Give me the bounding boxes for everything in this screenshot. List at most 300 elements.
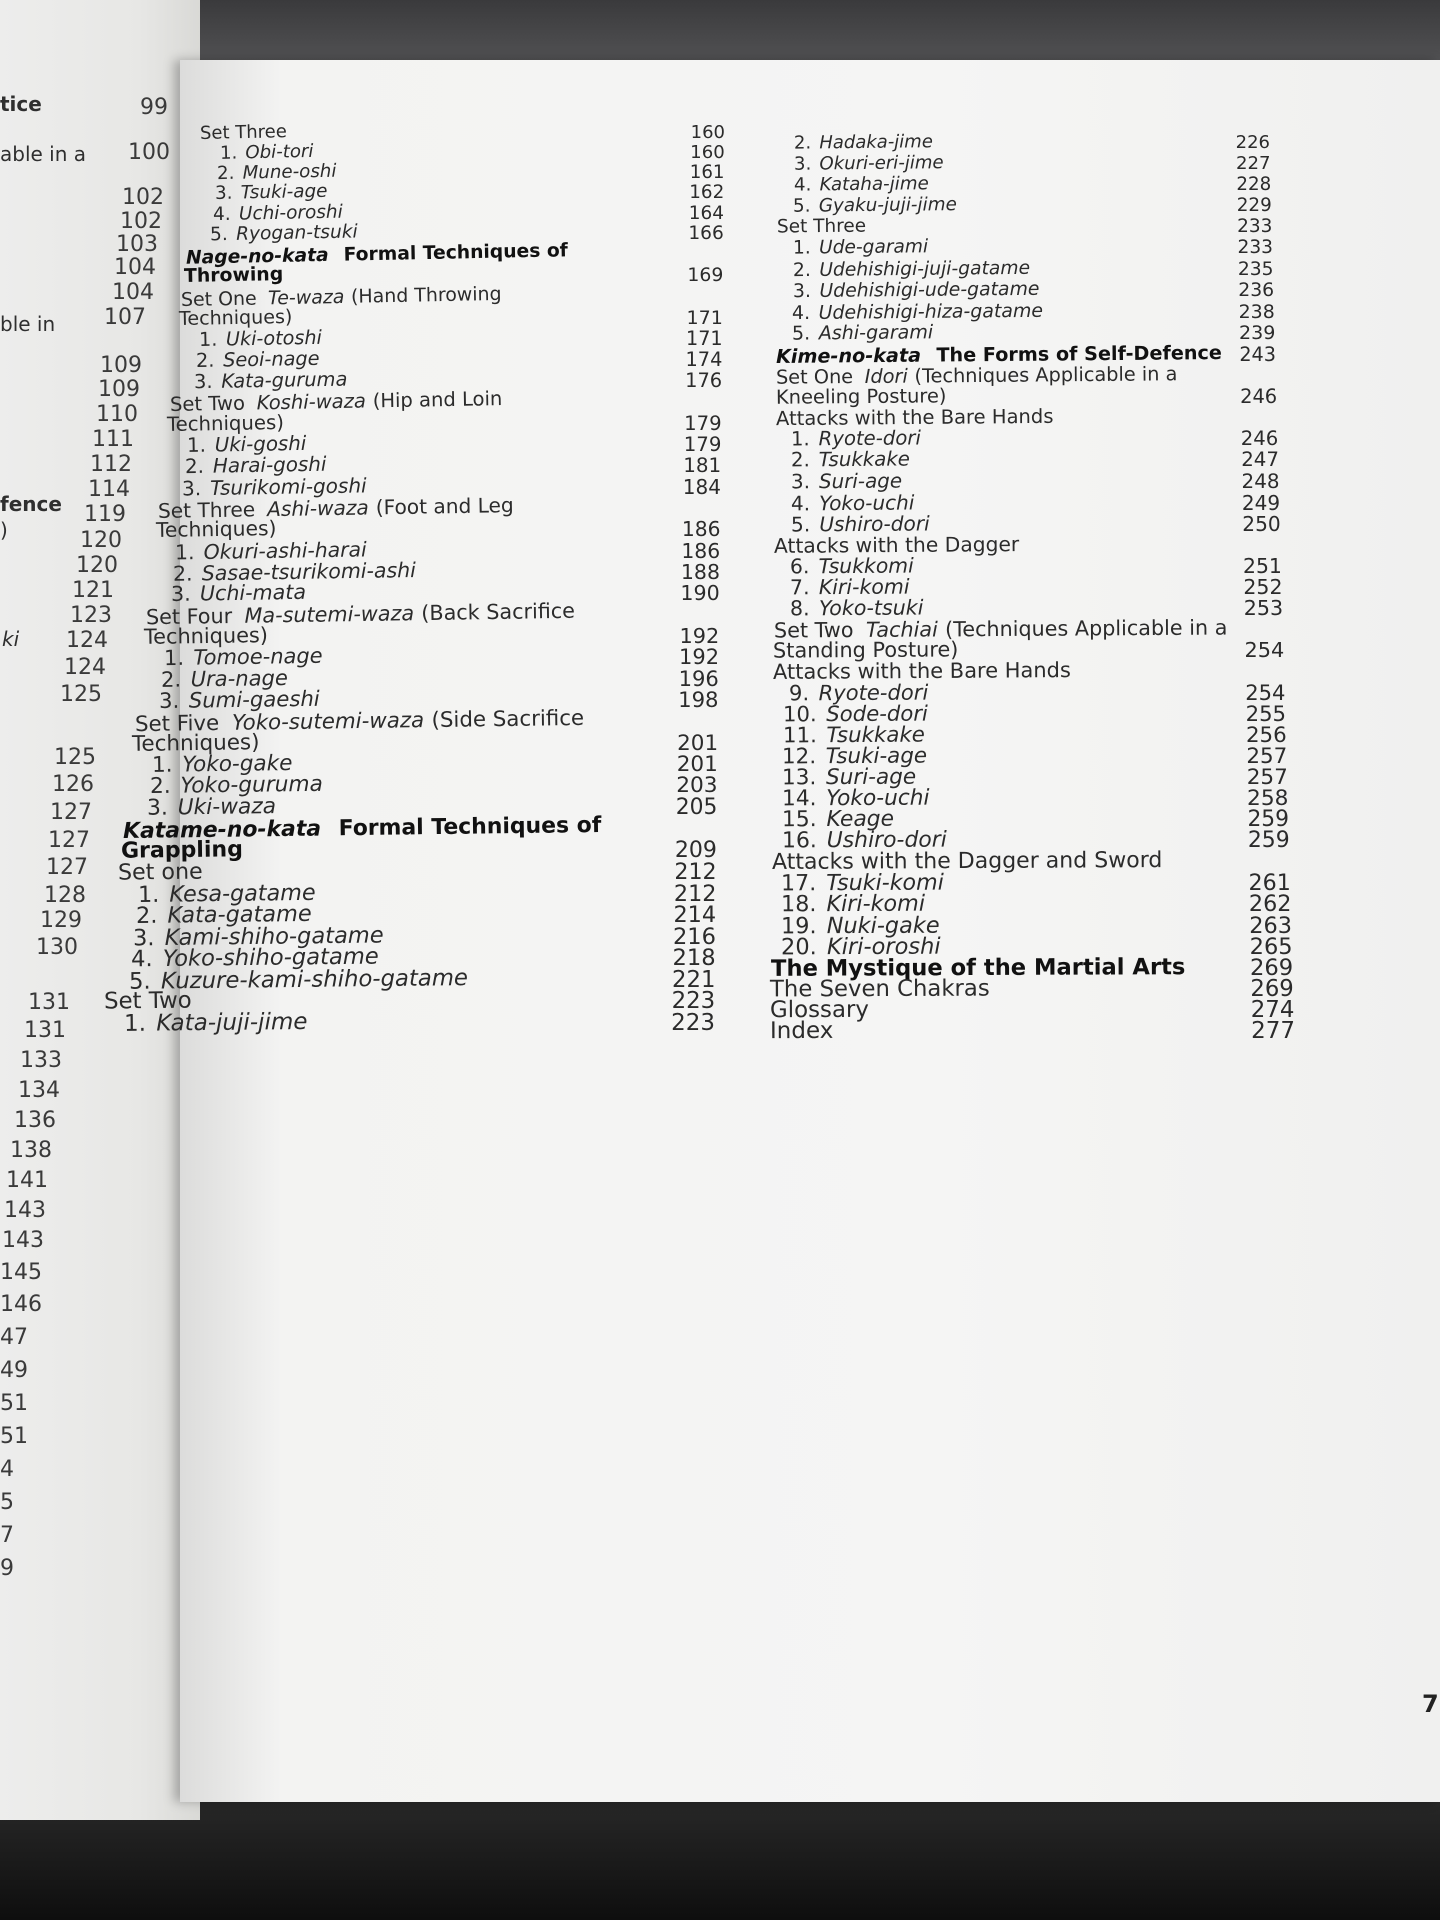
column1-entry [203, 181, 328, 205]
column1-page-ref: 184 [682, 474, 721, 499]
left-page-number: 9 [0, 1556, 14, 1581]
left-page-number: 120 [80, 528, 122, 553]
entry-title: Seoi-nage [223, 347, 321, 372]
left-page-number: 143 [4, 1198, 46, 1223]
section-subtitle: The Forms of Self-Defence [936, 340, 1223, 367]
left-page-number: 49 [0, 1358, 28, 1383]
left-page-number: 51 [0, 1391, 28, 1416]
entry-title: Tsukkake [826, 722, 925, 748]
set-name: Yoko-sutemi-waza [231, 708, 424, 736]
column1-page-ref: 223 [671, 988, 716, 1015]
column2-entry [782, 152, 944, 175]
left-page-number: 126 [52, 772, 94, 797]
entry-title: Nuki-gake [826, 912, 940, 939]
left-page-number: 146 [0, 1292, 42, 1317]
section-title: Kime-no-kata [776, 343, 922, 368]
entry-title: Kuzure-kami-shiho-gatame [160, 964, 468, 995]
set-name: Ma-sutemi-waza [244, 601, 415, 629]
left-page-number: 125 [54, 745, 96, 770]
column1-page-ref: 160 [690, 141, 725, 163]
column1-page-ref: 214 [673, 902, 717, 929]
column2-page-ref: 253 [1243, 596, 1284, 621]
entry-title: Kata-guruma [221, 367, 348, 394]
entry-number: 3. [792, 280, 811, 302]
left-page-number: 112 [90, 452, 132, 477]
left-page-number: 51 [0, 1424, 28, 1449]
column1-page-ref: 179 [683, 432, 722, 456]
set-label: Set Four [146, 604, 233, 630]
entry-title: Uchi-mata [199, 580, 306, 606]
entry-number: 3. [793, 153, 812, 175]
left-page-fragment: tice [0, 92, 42, 116]
set-label: Set Five [134, 711, 220, 738]
entry-number: 3. [182, 476, 202, 501]
column2-entry [780, 300, 1043, 324]
entry-text: Techniques) [167, 410, 285, 436]
column2-page-ref: 254 [1244, 638, 1285, 663]
set-name: Koshi-waza [256, 389, 366, 415]
column1-page-ref: 196 [678, 666, 719, 692]
entry-number: 5. [128, 968, 151, 995]
section-subtitle: The Mystique of the Martial Arts [770, 953, 1185, 982]
column2-page-ref: 259 [1247, 828, 1290, 854]
column1-entry [198, 222, 358, 246]
entry-number: 15. [781, 807, 817, 833]
entry-text: (Techniques Applicable in a [914, 362, 1178, 388]
entry-number: 12. [782, 743, 817, 770]
section-subtitle: Throwing [183, 263, 284, 287]
column2-page-ref: 258 [1247, 785, 1289, 811]
column2-page-ref: 239 [1238, 321, 1276, 344]
column1-entry [112, 1009, 308, 1037]
section-subtitle: Formal Techniques of [343, 240, 569, 266]
entry-number: 2. [196, 349, 215, 373]
entry-number: 19. [780, 912, 817, 939]
entry-title: Kiri-komi [818, 574, 910, 600]
set-label: Set One [775, 365, 854, 389]
left-page-number: 130 [36, 935, 78, 960]
set-label: Set Two [169, 392, 245, 417]
set-name: Tachiai [865, 617, 938, 643]
entry-title: Keage [826, 806, 894, 833]
set-name: Ashi-waza [266, 495, 369, 522]
entry-title: Okuri-eri-jime [819, 152, 944, 175]
left-page-fragment: ki [2, 627, 20, 651]
entry-number: 1. [186, 433, 207, 457]
entry-title: Tsukkomi [818, 553, 915, 579]
left-page-number: 121 [72, 578, 114, 603]
entry-number: 4. [790, 490, 810, 516]
left-page-number: 102 [122, 185, 164, 210]
entry-title: Yoko-uchi [818, 490, 915, 515]
column2-entry [781, 194, 957, 217]
entry-number: 3. [214, 182, 233, 205]
column1-page-ref: 205 [675, 794, 718, 820]
entry-number: 17. [781, 870, 817, 897]
column2-page-ref: 233 [1237, 216, 1273, 238]
entry-text: Standing Posture) [773, 637, 959, 663]
set-name: Idori [864, 364, 908, 389]
entry-number: 3. [790, 469, 811, 493]
column2-page-ref: 277 [1251, 1018, 1295, 1044]
entry-title: Ushiro-dori [826, 827, 947, 854]
entry-title: Yoko-shiho-gatame [162, 943, 379, 973]
entry-text: Kneeling Posture) [775, 384, 947, 409]
column1-page-ref: 201 [676, 752, 718, 778]
entry-number: 2. [217, 162, 235, 184]
left-page-number: 128 [44, 883, 86, 908]
left-page-number: 119 [84, 502, 126, 527]
left-page-number: 100 [128, 140, 170, 165]
entry-title: Tsuki-age [826, 743, 928, 769]
column2-page-ref: 269 [1250, 975, 1294, 1002]
entry-text: Glossary [770, 996, 870, 1024]
entry-number: 2. [149, 774, 171, 800]
entry-number: 1. [137, 881, 160, 908]
left-page-number: 4 [0, 1457, 14, 1482]
left-page-number: 127 [50, 800, 92, 825]
column2-entry [779, 469, 902, 493]
set-label: Set Three [157, 497, 256, 524]
column2-page-ref: 252 [1243, 575, 1283, 599]
column2-page-ref: 246 [1240, 385, 1278, 409]
set-label: Set One [181, 287, 258, 311]
column2-page-ref: 243 [1239, 342, 1276, 366]
entry-title: Kiri-komi [826, 891, 926, 918]
column2-page-ref: 249 [1241, 490, 1281, 515]
entry-title: Sode-dori [826, 701, 928, 727]
left-page-number: 47 [0, 1325, 28, 1350]
section-title: Katame-no-kata [122, 816, 322, 845]
entry-number: 1. [163, 645, 184, 671]
entry-number: 1. [175, 539, 195, 565]
column2-page-ref: 250 [1242, 511, 1281, 536]
column2-page-ref: 257 [1246, 764, 1288, 790]
column2-page-ref: 269 [1250, 954, 1294, 981]
column1-page-ref: 162 [689, 182, 725, 204]
column2-page-ref: 261 [1248, 870, 1291, 897]
column2-page-ref: 226 [1235, 132, 1270, 153]
column1-page-ref: 160 [690, 122, 725, 143]
column1-page-ref: 221 [672, 966, 716, 993]
entry-text: (Back Sacrifice [421, 599, 576, 626]
left-page-number: 127 [46, 855, 88, 880]
left-page-number: 138 [10, 1138, 52, 1163]
column2-page-ref: 229 [1236, 195, 1272, 217]
column2-entry [780, 321, 933, 344]
entry-number: 9. [788, 680, 810, 706]
left-page-number: 143 [2, 1228, 44, 1253]
entry-title: Ashi-garami [818, 321, 934, 345]
entry-number: 5. [210, 224, 229, 246]
left-page-number: 145 [0, 1260, 42, 1285]
entry-text: Techniques) [155, 516, 277, 543]
entry-number: 16. [781, 828, 817, 854]
left-page-number: 131 [24, 1018, 66, 1043]
entry-text: (Techniques Applicable in a [944, 615, 1228, 642]
left-page-fragment: ) [0, 518, 8, 542]
entry-number: 1. [198, 328, 218, 352]
entry-title: Kata-juji-jime [156, 1008, 308, 1037]
left-page-number: 134 [18, 1078, 60, 1103]
entry-title: Kata-gatame [166, 901, 312, 929]
entry-number: 4. [130, 946, 153, 973]
entry-number: 13. [782, 765, 817, 791]
left-page-number: 109 [98, 377, 140, 402]
column2-entry [782, 131, 933, 154]
left-page-number: 111 [92, 427, 134, 452]
left-page-number: 133 [20, 1048, 62, 1073]
column1-page-ref: 179 [684, 411, 722, 435]
entry-number: 4. [793, 174, 812, 196]
left-page-number: 131 [28, 990, 70, 1015]
left-page-number: 127 [48, 828, 90, 853]
column2-page-ref: 236 [1238, 279, 1275, 301]
column1-page-ref: 218 [672, 945, 716, 972]
section-subtitle: Grappling [120, 837, 243, 864]
entry-title: Uchi-oroshi [238, 201, 343, 225]
left-page-number: 5 [0, 1490, 14, 1515]
left-page-fragment: fence [0, 492, 62, 516]
entry-number: 1. [791, 427, 811, 451]
column1-page-ref: 190 [680, 581, 720, 606]
column2-page-ref: 227 [1236, 153, 1271, 175]
entry-title: Obi-tori [244, 140, 314, 163]
entry-number: 4. [212, 203, 231, 225]
column1-page-ref: 223 [671, 1010, 715, 1036]
entry-title: Tsukkake [818, 447, 911, 472]
column2-page-ref: 265 [1249, 933, 1293, 960]
set-label: Set Three [777, 215, 867, 238]
column2-page-ref: 274 [1250, 996, 1295, 1023]
entry-title: Harai-goshi [212, 452, 327, 478]
entry-number: 2. [184, 454, 204, 478]
column1-page-ref: 181 [683, 453, 722, 477]
entry-title: Tsuki-age [240, 180, 328, 204]
column1-page-ref: 192 [679, 623, 720, 648]
entry-title: Gyaku-juji-jime [819, 194, 958, 217]
left-page-number: 141 [6, 1168, 48, 1193]
column2-page-ref: 263 [1249, 912, 1293, 939]
left-page-number: 104 [112, 280, 154, 305]
entry-number: 3. [133, 924, 155, 952]
left-page-fragment: ble in [0, 312, 56, 336]
entry-title: Kami-shiho-gatame [164, 922, 385, 951]
entry-text: Attacks with the Bare Hands [773, 658, 1072, 685]
left-page-number: 107 [104, 305, 146, 330]
set-label: Set Two [104, 988, 193, 1015]
column2-page-ref: 251 [1243, 553, 1282, 578]
column2-page-ref: 238 [1238, 300, 1275, 323]
column2-page-ref: 235 [1237, 258, 1274, 280]
entry-title: Ryote-dori [818, 426, 922, 451]
column2-entry [777, 216, 877, 238]
set-label: Set Two [773, 618, 854, 643]
column1-page-ref: 188 [680, 559, 720, 584]
left-page-number: 7 [0, 1523, 14, 1548]
entry-number: 2. [172, 561, 193, 586]
entry-text: Index [769, 1017, 834, 1045]
entry-number: 5. [792, 322, 811, 345]
entry-title: Yoko-guruma [179, 772, 323, 800]
entry-number: 6. [790, 554, 810, 579]
entry-title: Ryote-dori [818, 680, 929, 706]
column2-page-ref: 248 [1241, 469, 1280, 493]
entry-title: Ryogan-tsuki [236, 221, 359, 246]
entry-title: Yoko-gake [182, 751, 293, 778]
column2-page-ref: 233 [1237, 237, 1273, 259]
entry-number: 8. [789, 596, 810, 621]
entry-title: Okuri-ashi-harai [203, 537, 368, 564]
column2-page-ref: 254 [1245, 680, 1286, 706]
column2-page-ref: 228 [1236, 174, 1272, 196]
entry-number: 3. [170, 581, 191, 607]
entry-title: Udehishigi-juji-gatame [819, 257, 1030, 281]
column1-page-ref: 212 [674, 859, 717, 886]
entry-title: Kataha-jime [819, 173, 929, 196]
left-page-number: 104 [114, 255, 156, 280]
left-page-number: 125 [60, 682, 102, 707]
column1-page-ref: 186 [681, 517, 721, 542]
column2-entry [781, 237, 928, 259]
column1-page-ref: 176 [685, 369, 723, 393]
entry-text: (Hand Throwing [351, 282, 503, 308]
entry-text: Attacks with the Dagger and Sword [771, 848, 1162, 876]
column1-page-ref: 171 [686, 306, 723, 329]
entry-title: Tsuki-komi [826, 869, 945, 897]
column1-page-ref: 192 [679, 645, 720, 670]
left-page-number: 114 [88, 477, 130, 502]
left-page-number: 103 [116, 232, 158, 257]
entry-text: Techniques) [178, 305, 293, 330]
entry-number: 1. [123, 1010, 147, 1037]
left-page-number: 110 [96, 402, 138, 427]
entry-text: (Hip and Loin [372, 387, 503, 413]
column2-page-ref: 255 [1245, 701, 1287, 727]
entry-title: Mune-oshi [242, 160, 337, 184]
section-title: Nage-no-kata [185, 244, 329, 269]
entry-title: Kesa-gatame [169, 879, 316, 908]
column1-page-ref: 186 [681, 538, 721, 563]
left-page-number: 99 [140, 95, 168, 120]
set-name: Te-waza [268, 285, 345, 310]
left-page-number: 124 [66, 628, 108, 653]
column1-page-ref: 174 [685, 348, 723, 372]
column2-page-ref: 262 [1248, 891, 1292, 918]
entry-title: Tsurikomi-goshi [210, 473, 368, 500]
column1-page-ref: 171 [685, 327, 723, 351]
column1-page-ref: 164 [688, 202, 725, 224]
entry-title: Ushiro-dori [818, 511, 930, 536]
left-page-fragment: able in a [0, 142, 87, 166]
entry-number: 3. [193, 370, 213, 394]
entry-title: Ude-garami [819, 236, 929, 259]
column1-page-ref: 201 [677, 730, 719, 756]
entry-text: (Side Sacrifice [431, 706, 584, 734]
entry-text: (Foot and Leg [375, 493, 514, 520]
column2-page-ref: 246 [1240, 427, 1279, 451]
entry-number: 5. [790, 512, 810, 537]
page-number: 7 [1422, 1690, 1439, 1718]
column2-page-ref: 257 [1246, 743, 1288, 769]
column1-entry [207, 141, 313, 164]
column2-entry [781, 257, 1030, 280]
entry-title: Sasae-tsurikomi-ashi [201, 557, 417, 586]
column1-page-ref: 216 [672, 923, 716, 950]
entry-text: Attacks with the Bare Hands [775, 405, 1054, 431]
column2-page-ref: 256 [1245, 722, 1287, 748]
column1-page-ref: 203 [676, 773, 718, 799]
entry-number: 5. [793, 195, 812, 218]
entry-text: Techniques) [143, 622, 269, 649]
entry-number: 1. [792, 237, 811, 260]
entry-number: 4. [792, 301, 811, 324]
entry-title: Uki-otoshi [225, 326, 322, 351]
entry-title: Udehishigi-hiza-gatame [818, 299, 1044, 324]
entry-number: 3. [147, 795, 169, 821]
entry-title: Suri-age [826, 764, 917, 790]
background-bottom [0, 1790, 1440, 1920]
entry-title: Yoko-tsuki [818, 595, 924, 621]
column2-entry [782, 173, 929, 195]
entry-title: Suri-age [818, 469, 903, 493]
entry-title: Kiri-oroshi [826, 933, 941, 960]
entry-title: Yoko-uchi [826, 785, 930, 812]
section-subtitle: Formal Techniques of [338, 813, 602, 842]
column1-entry [183, 264, 283, 287]
entry-title: Uki-waza [177, 793, 277, 821]
left-page-number: 102 [120, 209, 162, 234]
entry-title: Tomoe-nage [192, 643, 323, 670]
entry-number: 14. [782, 786, 817, 812]
entry-number: 1. [151, 752, 173, 778]
entry-number: 3. [158, 688, 180, 714]
left-page-number: 136 [14, 1108, 56, 1133]
entry-number: 1. [219, 142, 238, 164]
column2-page-ref: 247 [1241, 448, 1279, 472]
column2-entry [770, 1018, 833, 1044]
column1-page-ref: 161 [689, 161, 725, 183]
entry-number: 2. [161, 666, 182, 693]
entry-title: Ura-nage [190, 665, 289, 692]
entry-number: 2. [792, 259, 811, 281]
entry-text: Techniques) [132, 729, 260, 757]
left-page-number: 129 [40, 908, 82, 933]
column2-entry [779, 448, 910, 472]
left-page-number: 124 [64, 655, 106, 680]
entry-title: Uki-goshi [214, 431, 307, 457]
entry-number: 2. [793, 132, 812, 154]
column2-entry [781, 278, 1040, 301]
entry-number: 20. [780, 933, 817, 960]
entry-number: 18. [781, 891, 817, 918]
column1-page-ref: 198 [678, 687, 719, 713]
left-page-number: 123 [70, 603, 112, 628]
set-label: Set Three [199, 121, 288, 145]
entry-title: Udehishigi-ude-gatame [818, 278, 1040, 302]
left-page-number: 120 [76, 553, 118, 578]
entry-title: Sumi-gaeshi [188, 686, 320, 714]
entry-number: 7. [789, 575, 810, 600]
set-label: Set one [118, 858, 204, 886]
entry-number: 2. [791, 448, 811, 472]
column1-page-ref: 209 [674, 837, 717, 863]
column1-page-ref: 212 [673, 880, 717, 907]
entry-number: 2. [135, 903, 158, 930]
entry-number: 11. [782, 722, 817, 749]
column1-page-ref: 169 [687, 264, 724, 286]
column2-page-ref: 259 [1247, 807, 1290, 833]
